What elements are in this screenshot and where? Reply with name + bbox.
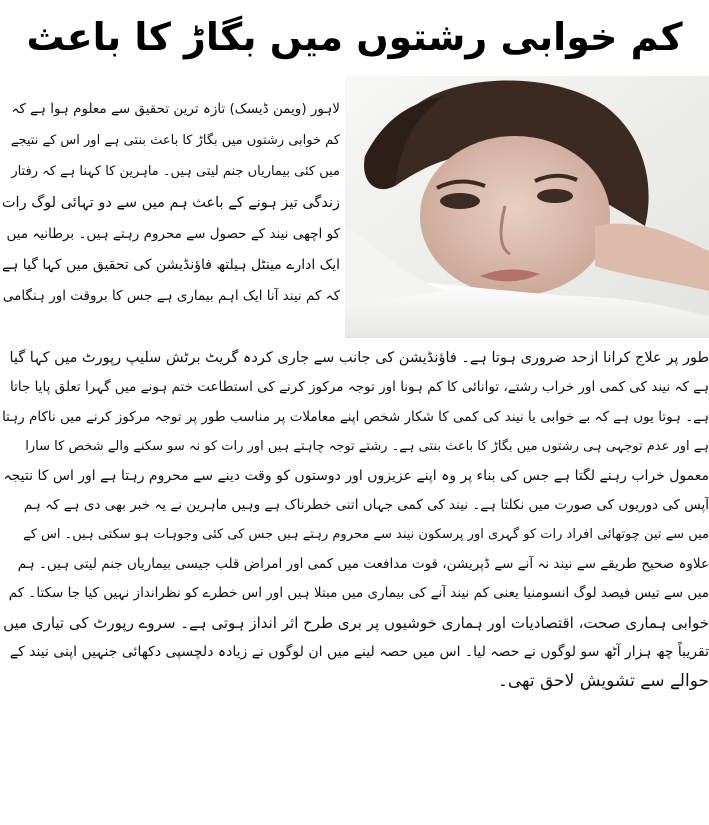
- article-line: ایک ادارے مینٹل ہیلتھ فاؤنڈیشن کی تحقیق میں کہا گیا ہے: [1, 256, 340, 273]
- article-line: میں کئی بیماریاں جنم لیتی ہیں۔ ماہرین کا کہنا ہے کہ رفتار: [11, 164, 340, 180]
- article-line: میں سے تین چوتھائی افراد رات کو گہری اور پرسکون نیند سے محروم رہتے ہیں جس کی کئی وجوہات ہو سکتی ہیں۔ اس کے: [23, 527, 709, 543]
- article-line: آپس کی دوریوں کی صورت میں نکلتا ہے۔ نیند کی کمی جہاں اتنی خطرناک ہے وہیں ماہرین نے یہ خبر بھی دی ہے کہ ہم: [23, 496, 709, 513]
- article-line: کہ کم نیند آنا ایک اہم بیماری ہے جس کا بروقت اور ہنگامی: [2, 288, 340, 305]
- article-line: زندگی تیز ہونے کے باعث ہم میں سے دو تہائی لوگ رات: [1, 194, 340, 211]
- article-line: ہے کہ نیند کی کمی اور خراب رشتے، توانائی کا کم ہونا اور توجہ مرکوز کرنے کی استطاعت ختم ہونے میں گہرا تعلق پایا جاتا: [10, 379, 709, 396]
- article-line: کم خوابی رشتوں میں بگاڑ کا باعث بنتی ہے اور اس کے نتیجے: [10, 133, 340, 149]
- article-line: ہے۔ ہوتا یوں ہے کہ بے خوابی یا نیند کی کمی کا شکار شخص اپنے معاملات پر مناسب طور پر توجہ مرکوز کرنے میں ناکام رہتا: [2, 408, 709, 425]
- article-line: خوابی ہماری صحت، اقتصادیات اور ہماری خوشیوں پر بری طرح اثر انداز ہوتی ہے۔ سروے رپورٹ کی تیاری میں: [3, 613, 709, 632]
- article-line: کو اچھی نیند کے حصول سے محروم رہتے ہیں۔ برطانیہ میں: [6, 225, 340, 242]
- article-line: میں سے تیس فیصد لوگ انسومنیا یعنی کم نیند آنے کی بیماری میں مبتلا ہیں اور اس خطرے کو نظرانداز نہیں کیا جا سکتا۔ کم: [8, 585, 709, 602]
- article-headline: کم خوابی رشتوں میں بگاڑ کا باعث: [26, 15, 683, 59]
- article-line: معمول خراب رہنے لگتا ہے جس کی بناء پر وہ اپنے عزیزوں اور دوستوں کو وقت دینے سے محروم رہتا ہے اور اس کا نتیجہ: [3, 467, 709, 484]
- article-line: علاوہ صحیح طریقے سے نیند نہ آنے سے ڈپریشن، قوت مدافعت میں کمی اور امراض قلب جیسی بیماریاں جنم لیتی ہیں۔ ہم: [17, 555, 709, 572]
- article-line: حوالے سے تشویش لاحق تھی۔: [497, 671, 709, 692]
- article-line: ہے اور عدم توجہی ہی رشتوں میں بگاڑ کا باعث بنتی ہے۔ رشتے توجہ چاہتے ہیں اور رات کو نہ سو سکنے والے شخص کا سارا: [25, 439, 709, 455]
- article-body: [0, 344, 709, 697]
- article-intro-column: [0, 94, 340, 312]
- article-line: تقریباً چھ ہزار آٹھ سو لوگوں نے حصہ لیا۔ اس میں حصہ لینے میں ان لوگوں نے زیادہ دلچسپی دکھائی جنہیں اپنی نیند کے: [9, 643, 709, 660]
- woman-sleeping-photo: [345, 76, 709, 338]
- article-line: طور پر علاج کرانا ازحد ضروری ہوتا ہے۔ فاؤنڈیشن کی جانب سے جاری کردہ گریٹ برٹش سلیپ رپورٹ میں کہا گیا: [9, 350, 709, 366]
- photo-illustration: [345, 76, 709, 338]
- article-line: لاہور (ویمن ڈیسک) تازہ ترین تحقیق سے معلوم ہوا ہے کہ: [11, 101, 340, 117]
